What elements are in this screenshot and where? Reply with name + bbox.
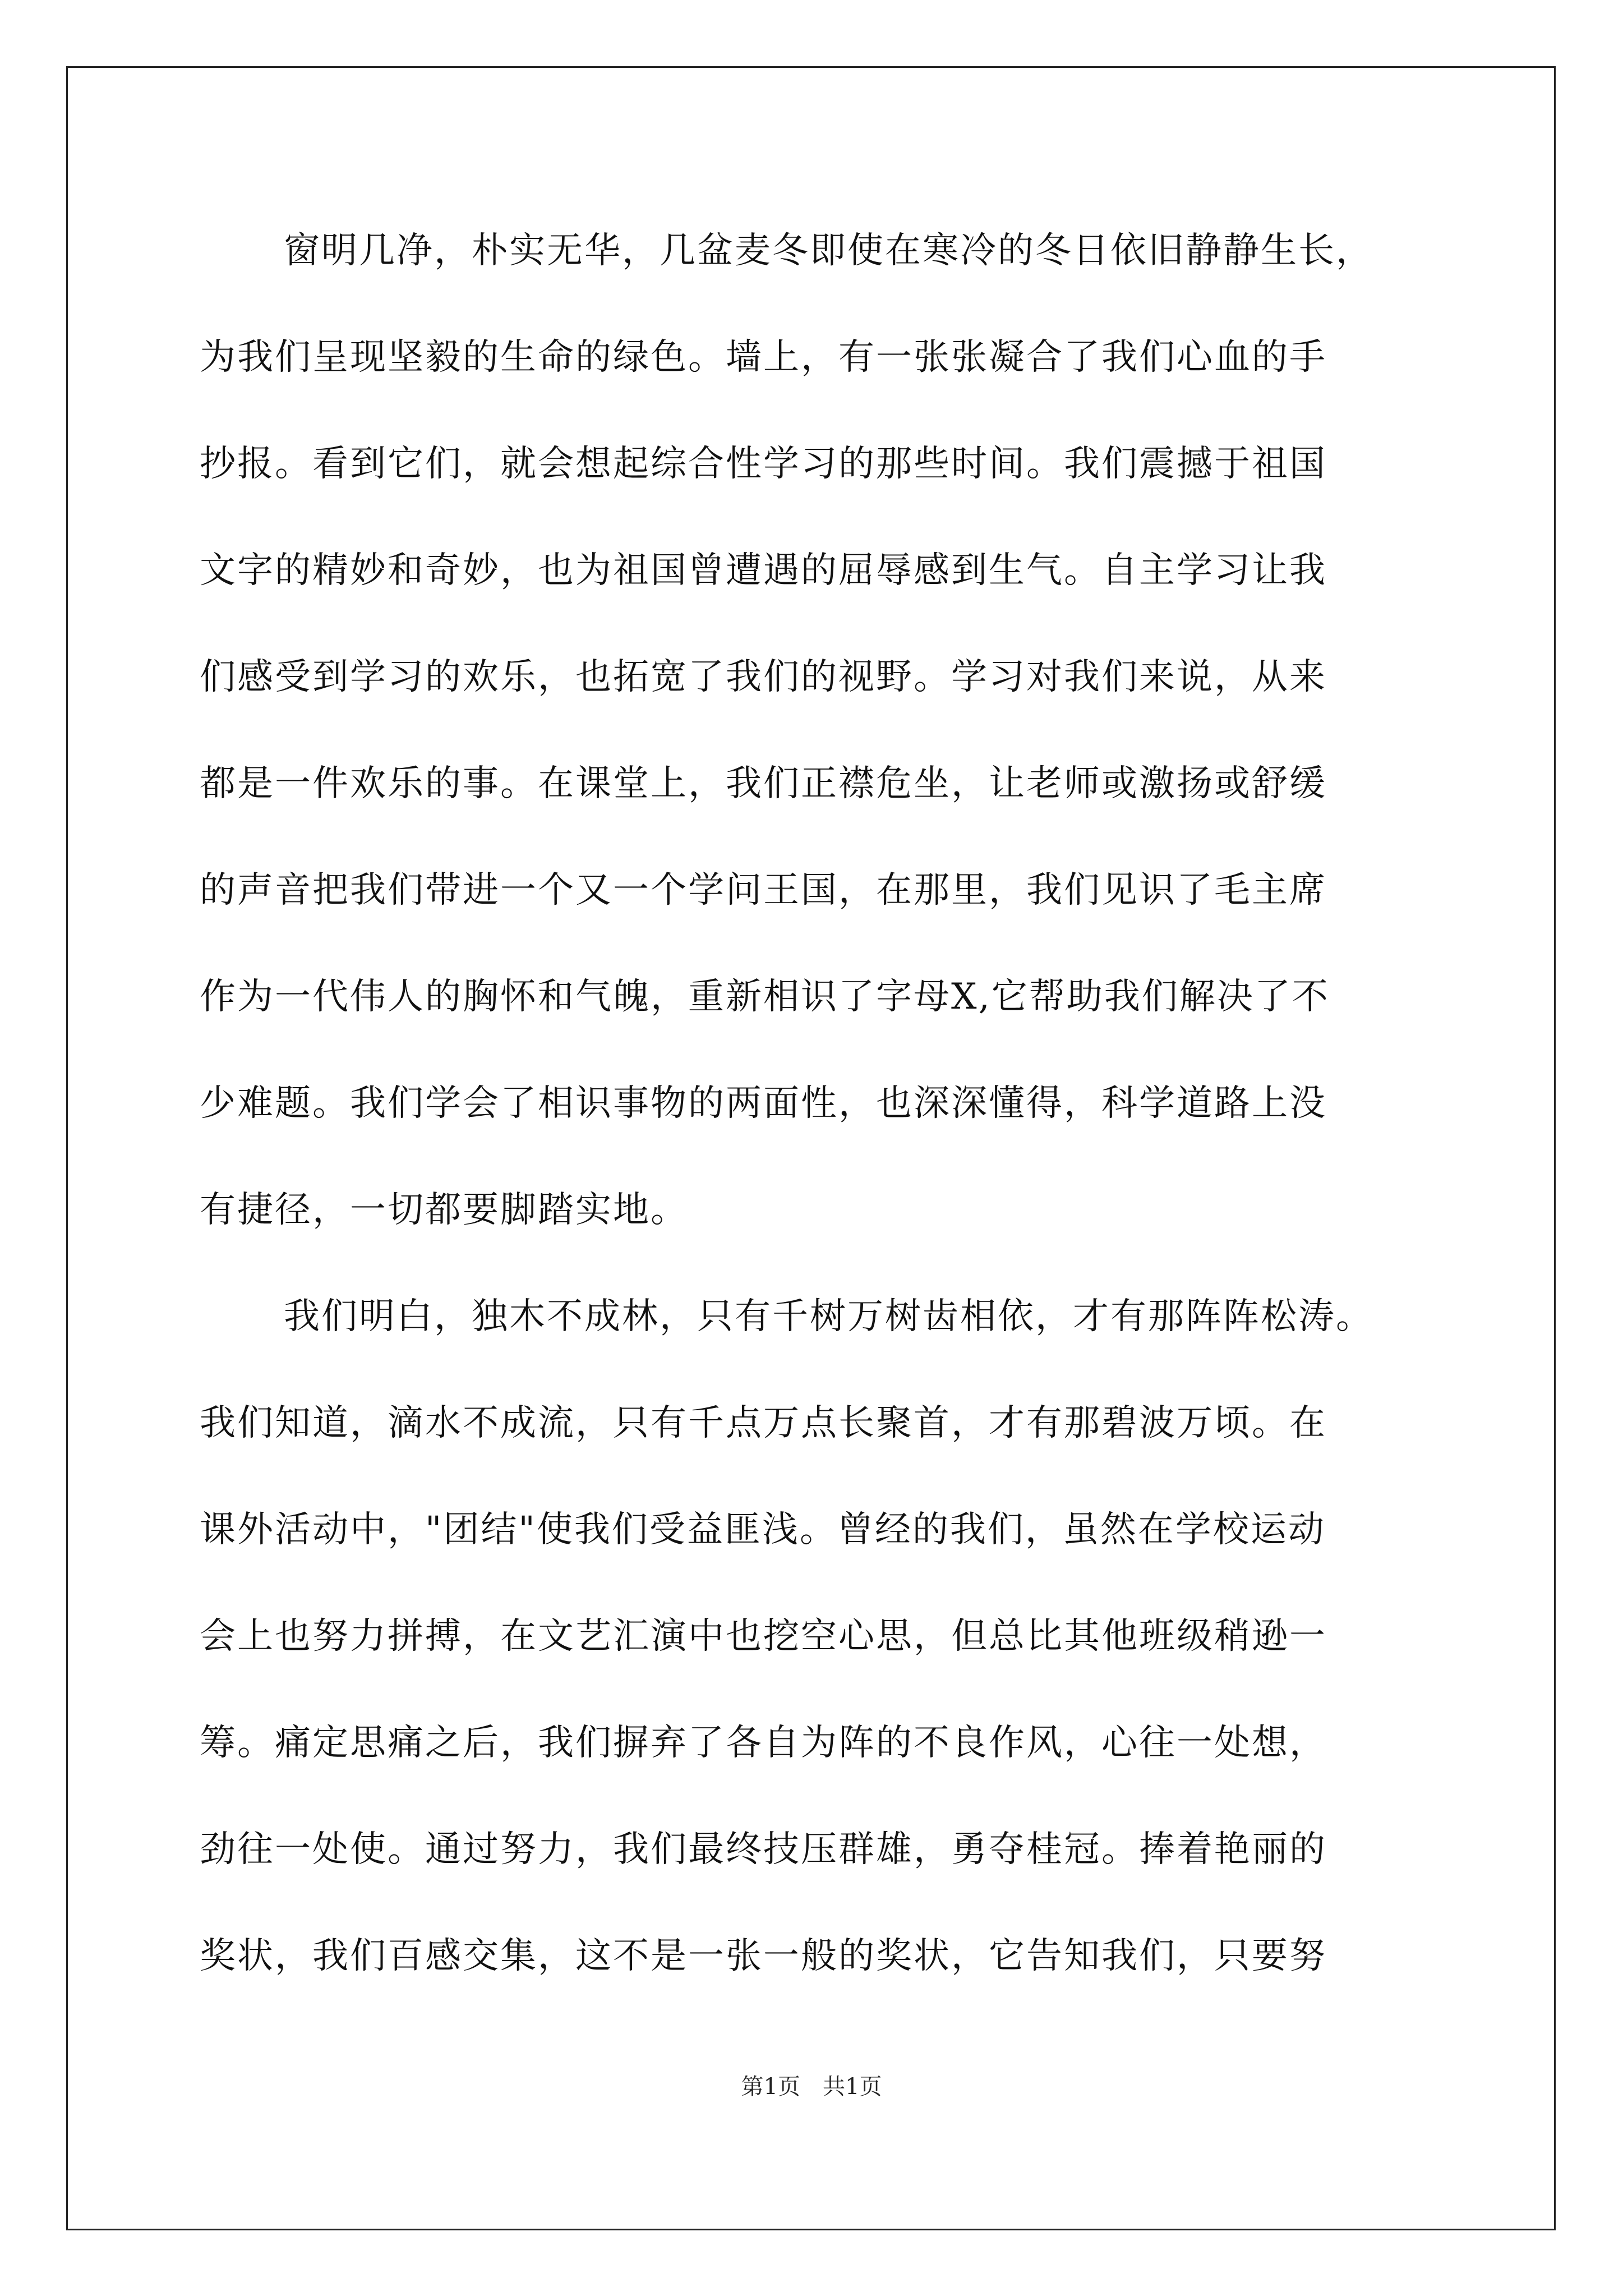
text-line: 作为一代伟人的胸怀和气魄，重新相识了字母X,它帮助我们解决了不 (200, 976, 1330, 1018)
page-footer: 第1页 共1页 (741, 2074, 882, 2100)
text-line: 奖状，我们百感交集，这不是一张一般的奖状，它告知我们，只要努 (200, 1935, 1327, 1977)
text-line: 都是一件欢乐的事。在课堂上，我们正襟危坐，让老师或激扬或舒缓 (200, 763, 1327, 804)
text-line: 筹。痛定思痛之后，我们摒弃了各自为阵的不良作风，心往一处想， (200, 1722, 1327, 1764)
text-line: 有捷径，一切都要脚踏实地。 (200, 1189, 688, 1231)
text-line: 会上也努力拼搏，在文艺汇演中也挖空心思，但总比其他班级稍逊一 (200, 1616, 1327, 1657)
paragraph-1 (200, 197, 1422, 1263)
text-line: 窗明几净，朴实无华，几盆麦冬即使在寒冷的冬日依旧静静生长， (284, 230, 1373, 272)
text-line: 的声音把我们带进一个又一个学问王国，在那里，我们见识了毛主席 (200, 869, 1327, 911)
text-line: 文字的精妙和奇妙，也为祖国曾遭遇的屈辱感到生气。自主学习让我 (200, 550, 1327, 591)
text-line: 我们知道，滴水不成流，只有千点万点长聚首，才有那碧波万顷。在 (200, 1402, 1327, 1444)
document-body (200, 197, 1422, 2009)
text-line: 劲往一处使。通过努力，我们最终技压群雄，勇夺桂冠。捧着艳丽的 (200, 1829, 1327, 1870)
text-line: 课外活动中，"团结"使我们受益匪浅。曾经的我们，虽然在学校运动 (200, 1509, 1326, 1550)
text-line: 我们明白，独木不成林，只有千树万树齿相依，才有那阵阵松涛。 (284, 1296, 1373, 1337)
text-line: 少难题。我们学会了相识事物的两面性，也深深懂得，科学道路上没 (200, 1083, 1327, 1124)
paragraph-2 (200, 1263, 1422, 2009)
text-line: 抄报。看到它们，就会想起综合性学习的那些时间。我们震撼于祖国 (200, 443, 1327, 485)
text-line: 们感受到学习的欢乐，也拓宽了我们的视野。学习对我们来说，从来 (200, 656, 1327, 698)
text-line: 为我们呈现坚毅的生命的绿色。墙上，有一张张凝合了我们心血的手 (200, 337, 1327, 378)
